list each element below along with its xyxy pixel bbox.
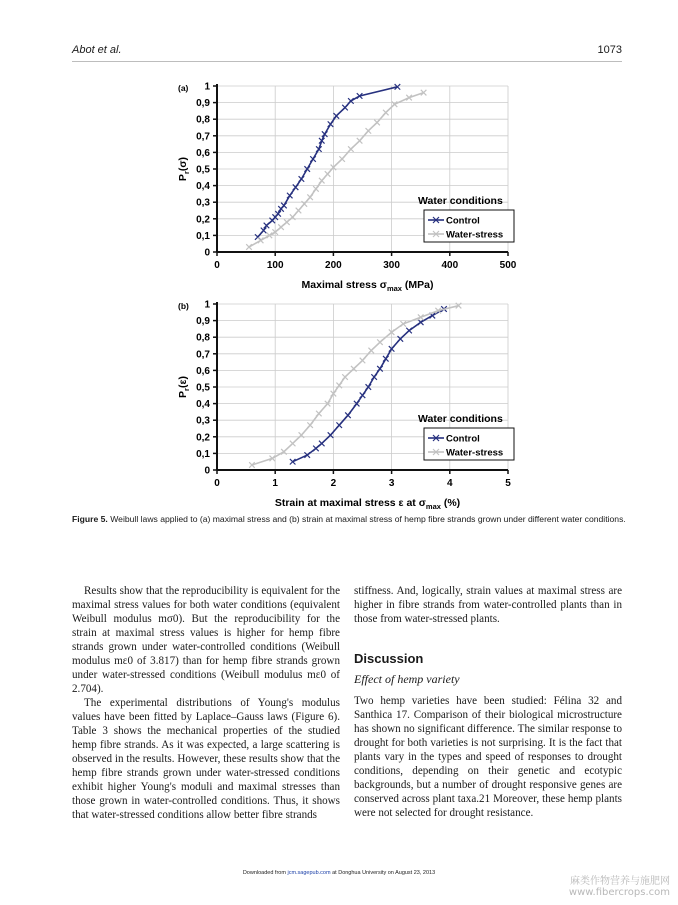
y-tick-label: 0,6 bbox=[196, 147, 210, 159]
data-point bbox=[313, 186, 319, 192]
data-point bbox=[307, 422, 313, 428]
data-point bbox=[345, 412, 351, 418]
x-tick-label: 300 bbox=[383, 260, 400, 271]
legend-title: Water conditions bbox=[418, 413, 503, 425]
y-tick-label: 1 bbox=[204, 299, 210, 311]
legend bbox=[418, 413, 514, 460]
y-tick-label: 0,5 bbox=[196, 164, 210, 176]
legend-entry: Water-stress bbox=[446, 447, 504, 459]
y-tick-label: 0,1 bbox=[196, 448, 210, 460]
data-point bbox=[334, 113, 340, 119]
figure-caption bbox=[72, 513, 628, 525]
series-control bbox=[255, 84, 400, 240]
y-axis-label bbox=[177, 376, 191, 398]
series-control bbox=[290, 306, 447, 464]
x-tick-label: 400 bbox=[441, 260, 459, 271]
data-point bbox=[374, 120, 380, 126]
data-point bbox=[348, 146, 354, 152]
data-point bbox=[366, 128, 372, 134]
x-axis-label-main: Strain at maximal stress ε at σ bbox=[274, 497, 426, 509]
y-axis-label-main: P bbox=[177, 174, 189, 182]
subsection-heading: Effect of hemp variety bbox=[354, 672, 460, 686]
data-point bbox=[357, 138, 363, 144]
legend bbox=[418, 195, 514, 242]
footer-suffix: at Donghua University on August 23, 2013 bbox=[330, 870, 436, 876]
y-tick-label: 0,7 bbox=[196, 349, 210, 361]
running-header-authors: Abot et al. bbox=[72, 44, 122, 56]
data-point bbox=[339, 156, 345, 162]
header-rule bbox=[72, 61, 622, 62]
figure-5a-chart bbox=[170, 76, 520, 294]
x-axis-label-unit: (MPa) bbox=[401, 279, 434, 291]
legend-title: Water conditions bbox=[418, 195, 503, 207]
legend-entry: Control bbox=[446, 215, 480, 227]
panel-label: (a) bbox=[178, 83, 189, 93]
y-tick-label: 0,4 bbox=[196, 181, 210, 193]
data-point bbox=[299, 176, 305, 182]
data-point bbox=[264, 223, 270, 229]
data-point bbox=[307, 194, 313, 200]
body-left-column bbox=[72, 584, 340, 822]
y-tick-label: 0,3 bbox=[196, 415, 210, 427]
data-point bbox=[342, 374, 348, 380]
x-axis-label-main: Maximal stress σ bbox=[301, 279, 387, 291]
y-tick-label: 0 bbox=[204, 465, 210, 477]
watermark bbox=[569, 876, 670, 898]
data-point bbox=[261, 228, 267, 234]
y-tick-label: 0,3 bbox=[196, 197, 210, 209]
data-point bbox=[258, 238, 264, 244]
y-axis-label-main: P bbox=[177, 390, 189, 398]
page-number: 1073 bbox=[597, 44, 622, 56]
x-tick-label: 3 bbox=[388, 478, 395, 489]
data-point bbox=[284, 219, 290, 225]
data-point bbox=[275, 211, 281, 217]
legend-entry: Control bbox=[446, 433, 480, 445]
data-point bbox=[287, 193, 293, 199]
x-tick-label: 2 bbox=[330, 478, 337, 489]
y-tick-label: 0,6 bbox=[196, 365, 210, 377]
y-tick-label: 0,5 bbox=[196, 382, 210, 394]
data-point bbox=[360, 358, 366, 364]
y-tick-label: 1 bbox=[204, 81, 210, 93]
x-tick-label: 4 bbox=[447, 478, 453, 489]
watermark-line-2: www.fibercrops.com bbox=[568, 887, 670, 898]
y-tick-label: 0,4 bbox=[196, 399, 210, 411]
y-tick-label: 0,8 bbox=[196, 332, 210, 344]
footer-prefix: Downloaded from bbox=[242, 870, 288, 876]
data-point bbox=[319, 441, 325, 447]
figure-5b-chart bbox=[170, 294, 520, 512]
y-axis-label-sub: r bbox=[182, 171, 191, 175]
y-tick-label: 0,8 bbox=[196, 114, 210, 126]
legend-entry: Water-stress bbox=[446, 229, 504, 241]
y-tick-label: 0,9 bbox=[196, 316, 210, 328]
section-heading: Discussion bbox=[354, 651, 424, 666]
y-tick-label: 0,2 bbox=[196, 214, 210, 226]
y-axis-label-arg: (ε) bbox=[177, 376, 189, 389]
y-tick-label: 0 bbox=[204, 247, 210, 259]
data-point bbox=[310, 156, 316, 162]
y-axis-label-arg: (σ) bbox=[177, 156, 189, 172]
y-axis-label bbox=[177, 157, 191, 181]
data-point bbox=[336, 422, 342, 428]
data-point bbox=[368, 348, 374, 354]
figure-caption-text: Weibull laws applied to (a) maximal stress and (b) strain at maximal stress of hemp fibre strands grown under different water conditions. bbox=[110, 514, 626, 524]
data-point bbox=[278, 224, 284, 230]
data-point bbox=[296, 208, 302, 214]
data-point bbox=[371, 374, 377, 380]
x-axis-label-sub: max bbox=[386, 284, 402, 293]
y-tick-label: 0,2 bbox=[196, 432, 210, 444]
data-point bbox=[328, 121, 334, 127]
data-point bbox=[325, 171, 331, 177]
data-point bbox=[246, 244, 252, 250]
data-point bbox=[383, 110, 389, 116]
x-tick-label: 5 bbox=[505, 478, 511, 489]
x-axis-label bbox=[302, 279, 434, 293]
y-axis-label-sub: r bbox=[182, 388, 191, 391]
y-tick-label: 0,9 bbox=[196, 98, 210, 110]
x-tick-label: 200 bbox=[325, 260, 342, 271]
data-point bbox=[290, 441, 296, 447]
body-paragraph: The experimental distributions of Young's modulus values have been fitted by Laplace–Gauss laws (Figure 6). Table 3 shows the mechanical properties of the studied hemp fibre strands. As it was expected, a large scattering is observed in the results. However, these results show that the hemp fibre strands grown under water-stressed conditions exhibit higher Young's moduli and maximal stresses than those grown in water-controlled conditions. Thus, it shows that water-stressed conditions allow better fibre strands bbox=[72, 697, 340, 821]
data-point bbox=[406, 328, 412, 334]
data-point bbox=[316, 411, 322, 417]
data-point bbox=[342, 105, 348, 111]
x-tick-label: 1 bbox=[272, 478, 278, 489]
body-paragraph: stiffness. And, logically, strain values at maximal stress are higher in fibre strands from water-controlled plants than in those from water-stressed plants. bbox=[354, 585, 622, 625]
series-line bbox=[293, 309, 444, 462]
y-tick-label: 0,7 bbox=[196, 131, 210, 143]
x-axis-label bbox=[275, 497, 460, 511]
data-point bbox=[377, 339, 383, 345]
panel-label: (b) bbox=[178, 301, 189, 311]
y-tick-label: 0,1 bbox=[196, 230, 210, 242]
body-paragraph: Results show that the reproducibility is equivalent for the maximal stress values for both water conditions (equivalent Weibull modulus mσ0). But the reproducibility for the strain at maximal stress values is higher for hemp fibre strands grown under water-controlled conditions (Weibull modulus mε0 of 3.817) than for hemp fibre strands grown under water-stressed conditions (Weibull modulus mε0 of 2.704). bbox=[72, 585, 340, 695]
data-point bbox=[360, 393, 366, 399]
watermark-line-1: 麻类作物营养与施肥网 bbox=[570, 876, 670, 887]
chart-axes-group bbox=[177, 300, 511, 512]
chart-axes-group bbox=[177, 82, 517, 294]
data-point bbox=[313, 446, 319, 452]
x-tick-label: 0 bbox=[214, 478, 220, 489]
series-water-stress bbox=[246, 90, 426, 250]
figure-caption-label: Figure 5. bbox=[72, 514, 108, 524]
x-tick-label: 100 bbox=[266, 260, 284, 271]
x-axis-label-sub: max bbox=[425, 502, 441, 511]
body-right-column bbox=[354, 584, 622, 820]
data-point bbox=[383, 356, 389, 362]
x-tick-label: 500 bbox=[499, 260, 517, 271]
body-paragraph: Two hemp varieties have been studied: Félina 32 and Santhica 17. Comparison of their biological microstructure has shown no significant difference. The similar response to drought for both varieties is not surprising. It is the fact that plants vary in the types and speed of responses to drought conditions, depending on their genetic and ecotypic backgrounds, but a number of drought responsive genes are conserved across plant taxa.21 Moreover, these hemp plants were not selected for drought resistance. bbox=[354, 695, 622, 819]
x-axis-label-unit: (%) bbox=[440, 497, 461, 509]
x-tick-label: 0 bbox=[214, 260, 220, 271]
data-point bbox=[319, 178, 325, 184]
data-point bbox=[281, 203, 287, 209]
footer-link[interactable]: jcm.sagepub.com bbox=[287, 870, 331, 876]
